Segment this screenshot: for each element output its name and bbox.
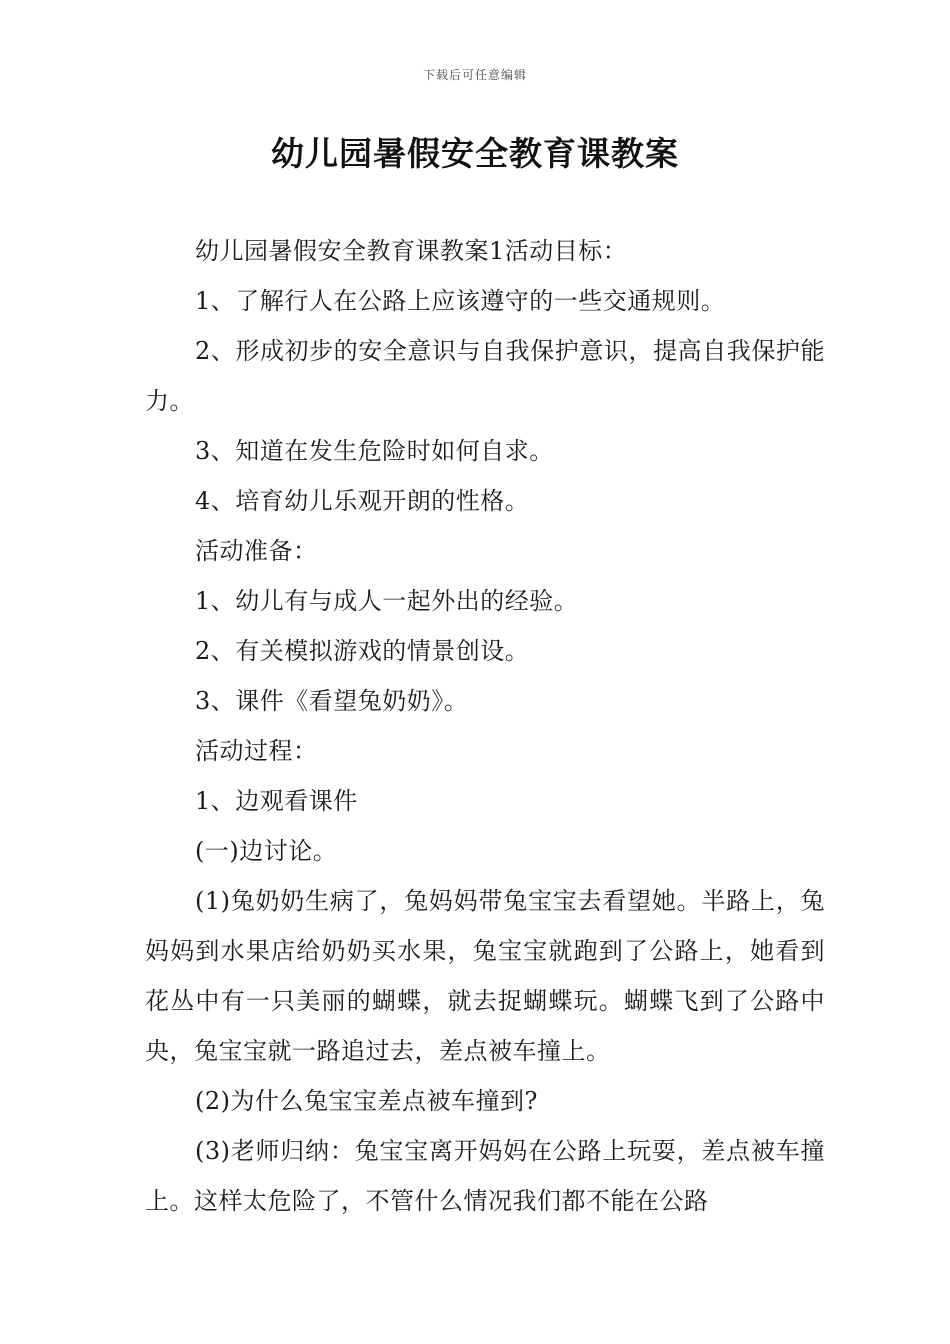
paragraph-preparation-1: 1、幼儿有与成人一起外出的经验。 xyxy=(195,587,579,615)
document-title: 幼儿园暑假安全教育课教案 xyxy=(271,134,679,173)
document-body xyxy=(145,226,825,1226)
paragraph-question: (2)为什么兔宝宝差点被车撞到? xyxy=(195,1087,538,1115)
paragraph-preparation-heading: 活动准备： xyxy=(195,537,318,565)
paragraph-process-discussion: (一)边讨论。 xyxy=(195,837,338,865)
paragraph-goal-4: 4、培育幼儿乐观开朗的性格。 xyxy=(195,487,530,515)
paragraph-goal-1: 1、了解行人在公路上应该遵守的一些交通规则。 xyxy=(195,287,726,315)
paragraph-preparation-3: 3、课件《看望兔奶奶》。 xyxy=(195,687,469,715)
paragraph-story: (1)兔奶奶生病了，兔妈妈带兔宝宝去看望她。半路上，兔妈妈到水果店给奶奶买水果，兔宝宝就跑到了公路上，她看到花丛中有一只美丽的蝴蝶，就去捉蝴蝶玩。蝴蝶飞到了公路中央，兔宝宝就一路追过去，差点被车撞上。 xyxy=(145,887,825,1065)
paragraph-intro: 幼儿园暑假安全教育课教案1活动目标： xyxy=(195,237,628,265)
paragraph-goal-2: 2、形成初步的安全意识与自我保护意识，提高自我保护能力。 xyxy=(145,337,825,415)
paragraph-process-1: 1、边观看课件 xyxy=(195,787,358,815)
paragraph-preparation-2: 2、有关模拟游戏的情景创设。 xyxy=(195,637,530,665)
header-note: 下载后可任意编辑 xyxy=(422,68,527,82)
paragraph-summary: (3)老师归纳：兔宝宝离开妈妈在公路上玩耍，差点被车撞上。这样太危险了，不管什么情况我们都不能在公路 xyxy=(145,1137,825,1215)
paragraph-process-heading: 活动过程： xyxy=(195,737,318,765)
paragraph-goal-3: 3、知道在发生危险时如何自求。 xyxy=(195,437,554,465)
